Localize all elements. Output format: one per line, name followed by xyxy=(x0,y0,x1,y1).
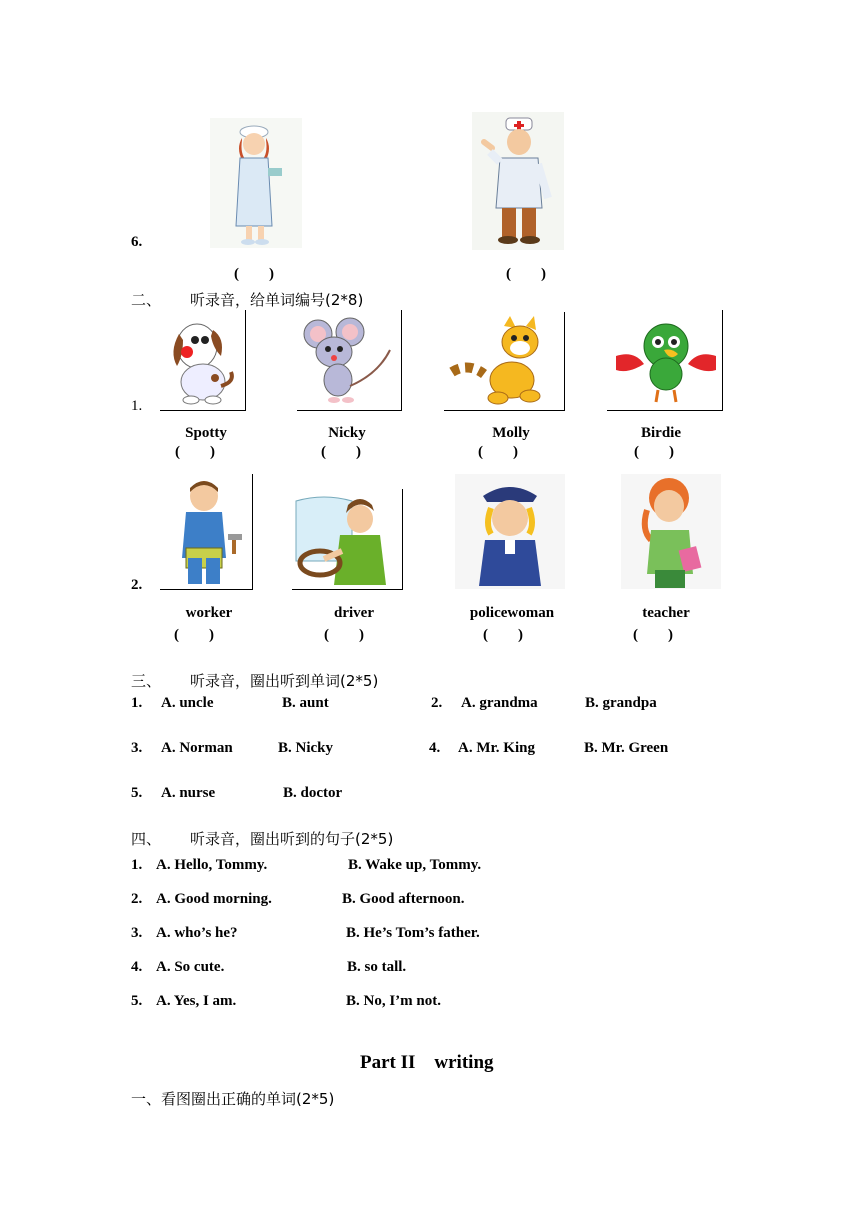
section-number: 四、 xyxy=(131,830,162,848)
option-b[interactable]: B. He’s Tom’s father. xyxy=(346,925,480,941)
option-a[interactable]: A. Yes, I am. xyxy=(156,993,237,1009)
question-number: 1. xyxy=(131,695,143,711)
question-number: 4. xyxy=(131,959,143,975)
worker-illustration xyxy=(164,478,246,586)
section-number: 三、 xyxy=(131,672,162,690)
option-a[interactable]: A. nurse xyxy=(161,785,216,801)
answer-blank[interactable]: ( ) xyxy=(506,266,546,282)
question-number: 4. xyxy=(429,740,441,756)
option-b[interactable]: B. so tall. xyxy=(347,959,407,975)
option-a[interactable]: A. Good morning. xyxy=(156,891,272,907)
answer-blank[interactable]: ( ) xyxy=(633,627,673,643)
word-spotty: Spotty xyxy=(185,425,227,441)
nurse-illustration xyxy=(210,118,302,248)
word-birdie: Birdie xyxy=(641,425,681,441)
word-nicky: Nicky xyxy=(328,425,366,441)
option-b[interactable]: B. Nicky xyxy=(278,740,334,756)
option-b[interactable]: B. No, I’m not. xyxy=(346,993,442,1009)
item-number: 1. xyxy=(131,398,143,414)
section-heading: 听录音，给单词编号(2*8) xyxy=(190,291,364,309)
question-number: 5. xyxy=(131,993,143,1009)
option-b[interactable]: B. aunt xyxy=(282,695,329,711)
cat-illustration xyxy=(448,316,558,408)
answer-blank[interactable]: ( ) xyxy=(321,444,361,460)
option-a[interactable]: A. So cute. xyxy=(156,959,225,975)
answer-blank[interactable]: ( ) xyxy=(324,627,364,643)
option-a[interactable]: A. uncle xyxy=(161,695,214,711)
option-a[interactable]: A. Hello, Tommy. xyxy=(156,857,268,873)
question-number: 3. xyxy=(131,740,143,756)
section-heading: 一、看图圈出正确的单词(2*5) xyxy=(131,1090,335,1108)
policewoman-illustration xyxy=(455,474,565,589)
doctor-illustration xyxy=(472,112,564,250)
option-a[interactable]: A. Norman xyxy=(161,740,233,756)
answer-blank[interactable]: ( ) xyxy=(634,444,674,460)
section-heading: 听录音，圈出听到单词(2*5) xyxy=(190,672,379,690)
section-number: 二、 xyxy=(131,291,162,309)
option-b[interactable]: B. grandpa xyxy=(585,695,657,711)
mouse-illustration xyxy=(298,314,398,408)
question-number: 1. xyxy=(131,857,143,873)
option-b[interactable]: B. Wake up, Tommy. xyxy=(348,857,482,873)
answer-blank[interactable]: ( ) xyxy=(174,627,214,643)
teacher-illustration xyxy=(621,474,721,589)
answer-blank[interactable]: ( ) xyxy=(175,444,215,460)
question-number: 3. xyxy=(131,925,143,941)
option-a[interactable]: A. Mr. King xyxy=(458,740,535,756)
answer-blank[interactable]: ( ) xyxy=(483,627,523,643)
item-number: 2. xyxy=(131,577,143,593)
question-number: 2. xyxy=(131,891,143,907)
word-teacher: teacher xyxy=(642,605,690,621)
driver-illustration xyxy=(294,491,400,587)
parrot-illustration xyxy=(614,316,718,406)
question-number: 5. xyxy=(131,785,143,801)
option-b[interactable]: B. Mr. Green xyxy=(584,740,669,756)
option-b[interactable]: B. doctor xyxy=(283,785,343,801)
item-number: 6. xyxy=(131,234,143,250)
answer-blank[interactable]: ( ) xyxy=(478,444,518,460)
word-policewoman: policewoman xyxy=(469,605,555,621)
part-title: Part II writing xyxy=(360,1052,494,1073)
option-a[interactable]: A. grandma xyxy=(461,695,538,711)
dog-illustration xyxy=(165,312,240,408)
word-driver: driver xyxy=(334,605,374,621)
question-number: 2. xyxy=(431,695,443,711)
section-heading: 听录音，圈出听到的句子(2*5) xyxy=(190,830,394,848)
answer-blank[interactable]: ( ) xyxy=(234,266,274,282)
option-b[interactable]: B. Good afternoon. xyxy=(342,891,465,907)
word-worker: worker xyxy=(185,605,233,621)
word-molly: Molly xyxy=(492,425,530,441)
option-a[interactable]: A. who’s he? xyxy=(156,925,238,941)
